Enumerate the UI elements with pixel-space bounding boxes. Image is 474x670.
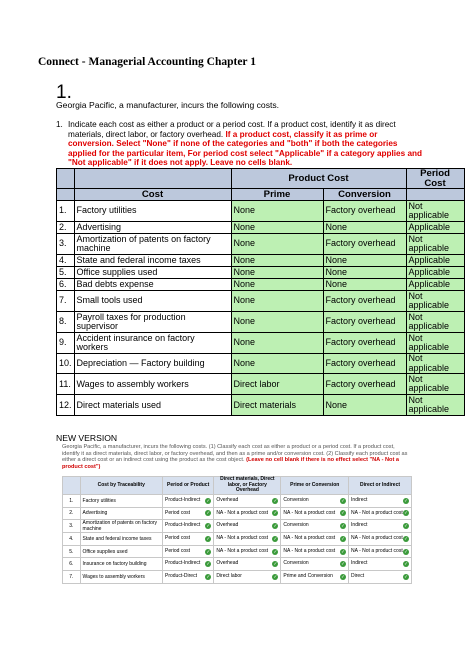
- check-icon: ✓: [206, 523, 211, 529]
- header-num-blank: [57, 189, 75, 201]
- check-icon: ✓: [206, 561, 211, 567]
- answer-dropdown-cell[interactable]: [349, 507, 412, 520]
- instruction-number: 1.: [56, 120, 63, 129]
- prime-cell[interactable]: None: [231, 291, 323, 312]
- answer-value: Conversion: [283, 497, 309, 504]
- answer-dropdown-cell[interactable]: [163, 545, 214, 558]
- instruction-body: [68, 120, 422, 168]
- check-icon: ✓: [404, 548, 408, 554]
- answer-cell-content: [351, 536, 409, 542]
- answer-dropdown-cell[interactable]: [214, 533, 281, 546]
- answer-value: Direct: [351, 573, 365, 580]
- answer-value: NA - Not a product cost: [283, 547, 336, 554]
- check-icon: ✓: [404, 523, 408, 529]
- answer-value: Conversion: [283, 522, 309, 529]
- new-version-row: [63, 558, 412, 571]
- row-number: 7.: [63, 570, 81, 583]
- check-icon: ✓: [273, 523, 278, 529]
- prime-cell[interactable]: Direct materials: [231, 395, 323, 416]
- new-version-row: [63, 533, 412, 546]
- period-cost-cell[interactable]: Not applicable: [406, 201, 464, 222]
- check-icon: ✓: [404, 573, 408, 579]
- cost-name: Advertising: [80, 507, 162, 520]
- row-number: 1.: [63, 495, 81, 508]
- answer-cell-content: [165, 549, 211, 555]
- answer-dropdown-cell[interactable]: [281, 533, 349, 546]
- answer-value: Period cost: [165, 535, 191, 542]
- cost-cell: Factory utilities: [74, 201, 231, 222]
- cost-cell: Payroll taxes for production supervisor: [74, 312, 231, 333]
- prime-cell[interactable]: None: [231, 201, 323, 222]
- row-number: 3.: [63, 520, 81, 533]
- answer-value: NA - Not a product cost: [351, 535, 403, 542]
- new-version-row: [63, 570, 412, 583]
- answer-dropdown-cell[interactable]: [163, 507, 214, 520]
- answer-cell-content: [165, 498, 211, 504]
- row-number: 2.: [57, 222, 75, 234]
- check-icon: ✓: [341, 510, 345, 516]
- answer-dropdown-cell[interactable]: [349, 570, 412, 583]
- cost-name: Wages to assembly workers: [80, 570, 162, 583]
- answer-dropdown-cell[interactable]: [163, 570, 214, 583]
- answer-value: Overhead: [216, 522, 239, 529]
- table-row: [57, 201, 465, 222]
- answer-cell-content: [216, 498, 278, 504]
- check-icon: ✓: [404, 497, 408, 503]
- answer-cell-content: [165, 574, 211, 580]
- check-icon: ✓: [206, 548, 211, 554]
- cost-cell: Wages to assembly workers: [74, 374, 231, 395]
- check-icon: ✓: [404, 561, 408, 567]
- period-cost-cell[interactable]: Applicable: [406, 279, 464, 291]
- prime-cell[interactable]: None: [231, 234, 323, 255]
- new-version-row: [63, 545, 412, 558]
- check-icon: ✓: [206, 510, 211, 516]
- new-version-header-cell: [63, 477, 81, 495]
- conversion-cell[interactable]: None: [323, 255, 406, 267]
- period-cost-cell[interactable]: Not applicable: [406, 354, 464, 374]
- answer-cell-content: [165, 510, 211, 516]
- answer-value: Prime and Conversion: [283, 573, 333, 580]
- answer-value: Product-Direct: [165, 573, 197, 580]
- answer-cell-content: [283, 536, 346, 542]
- period-cost-cell[interactable]: Applicable: [406, 255, 464, 267]
- check-icon: ✓: [341, 535, 345, 541]
- answer-dropdown-cell[interactable]: [214, 520, 281, 533]
- cost-name: Factory utilities: [80, 495, 162, 508]
- answer-dropdown-cell[interactable]: [214, 507, 281, 520]
- period-cost-cell[interactable]: Not applicable: [406, 291, 464, 312]
- answer-cell-content: [283, 549, 346, 555]
- new-version-header-cell: Direct materials, Direct labor, or Factory Overhead: [214, 477, 281, 495]
- prime-cell[interactable]: None: [231, 354, 323, 374]
- answer-dropdown-cell[interactable]: [163, 558, 214, 571]
- answer-dropdown-cell[interactable]: [214, 545, 281, 558]
- answer-dropdown-cell[interactable]: [281, 495, 349, 508]
- prime-cell[interactable]: None: [231, 333, 323, 354]
- new-version-row: [63, 520, 412, 533]
- new-version-row: [63, 495, 412, 508]
- row-number: 9.: [57, 333, 75, 354]
- answer-value: Direct labor: [216, 573, 242, 580]
- prime-cell[interactable]: Direct labor: [231, 374, 323, 395]
- row-number: 8.: [57, 312, 75, 333]
- answer-cell-content: [165, 523, 211, 529]
- table-row: [57, 222, 465, 234]
- question-number: 1.: [56, 82, 72, 103]
- answer-dropdown-cell[interactable]: [349, 495, 412, 508]
- check-icon: ✓: [273, 497, 278, 503]
- header-period-blank: [406, 189, 464, 201]
- conversion-cell[interactable]: None: [323, 222, 406, 234]
- answer-value: NA - Not a product cost: [216, 535, 269, 542]
- answer-cell-content: [216, 561, 278, 567]
- answer-cell-content: [216, 549, 278, 555]
- answer-dropdown-cell[interactable]: [214, 558, 281, 571]
- check-icon: ✓: [273, 548, 278, 554]
- row-number: 6.: [63, 558, 81, 571]
- answer-value: Overhead: [216, 560, 239, 567]
- answer-value: Product-Indirect: [165, 497, 201, 504]
- table-row: [57, 374, 465, 395]
- answer-cell-content: [351, 498, 409, 504]
- header-prime: Prime: [231, 189, 323, 201]
- answer-value: NA - Not a product cost: [283, 535, 336, 542]
- check-icon: ✓: [341, 573, 345, 579]
- conversion-cell[interactable]: Factory overhead: [323, 333, 406, 354]
- answer-value: NA - Not a product cost: [283, 509, 336, 516]
- new-version-table-body: [63, 495, 412, 584]
- table-row: [57, 312, 465, 333]
- cost-cell: Office supplies used: [74, 267, 231, 279]
- answer-value: Indirect: [351, 497, 368, 504]
- instruction-block: [56, 120, 422, 168]
- header-period-cost: Period Cost: [406, 169, 464, 189]
- conversion-cell[interactable]: Factory overhead: [323, 312, 406, 333]
- conversion-cell[interactable]: Factory overhead: [323, 201, 406, 222]
- cost-name: State and federal income taxes: [80, 533, 162, 546]
- check-icon: ✓: [341, 497, 345, 503]
- row-number: 2.: [63, 507, 81, 520]
- row-number: 10.: [57, 354, 75, 374]
- answer-cell-content: [283, 574, 346, 580]
- answer-cell-content: [216, 574, 278, 580]
- answer-cell-content: [351, 549, 409, 555]
- answer-value: NA - Not a product cost: [351, 509, 403, 516]
- row-number: 4.: [57, 255, 75, 267]
- answer-dropdown-cell[interactable]: [163, 520, 214, 533]
- cost-cell: Direct materials used: [74, 395, 231, 416]
- answer-dropdown-cell[interactable]: [214, 495, 281, 508]
- row-number: 12.: [57, 395, 75, 416]
- answer-cell-content: [351, 561, 409, 567]
- row-number: 6.: [57, 279, 75, 291]
- answer-dropdown-cell[interactable]: [281, 570, 349, 583]
- answer-cell-content: [283, 510, 346, 516]
- row-number: 5.: [63, 545, 81, 558]
- check-icon: ✓: [273, 573, 278, 579]
- table-row: [57, 354, 465, 374]
- cost-cell: Advertising: [74, 222, 231, 234]
- conversion-cell[interactable]: None: [323, 279, 406, 291]
- row-number: 5.: [57, 267, 75, 279]
- check-icon: ✓: [206, 573, 211, 579]
- conversion-cell[interactable]: None: [323, 395, 406, 416]
- new-version-table: [62, 476, 412, 584]
- table-row: [57, 333, 465, 354]
- conversion-cell[interactable]: Factory overhead: [323, 374, 406, 395]
- instruction-red-text: If a product cost, classify it as prime or conversion. Select "None" if none of the categories and "both" if both the categories applied for the particular item, For period cost select "Applicable" if a category applies and "Not applicable" if it does not apply. Leave no cells blank.: [68, 129, 422, 168]
- answer-cell-content: [216, 523, 278, 529]
- cost-cell: Accident insurance on factory workers: [74, 333, 231, 354]
- answer-cell-content: [216, 536, 278, 542]
- table-row: [57, 267, 465, 279]
- answer-cell-content: [216, 510, 278, 516]
- row-number: 7.: [57, 291, 75, 312]
- check-icon: ✓: [273, 535, 278, 541]
- answer-dropdown-cell[interactable]: [281, 545, 349, 558]
- row-number: 11.: [57, 374, 75, 395]
- answer-dropdown-cell[interactable]: [349, 558, 412, 571]
- answer-value: NA - Not a product cost: [216, 509, 269, 516]
- answer-value: Product-Indirect: [165, 522, 201, 529]
- table-row: [57, 279, 465, 291]
- conversion-cell[interactable]: Factory overhead: [323, 291, 406, 312]
- cost-name: Insurance on factory building: [80, 558, 162, 571]
- cost-cell: State and federal income taxes: [74, 255, 231, 267]
- header-product-cost: Product Cost: [231, 169, 406, 189]
- new-version-red-note: (Leave no cell blank if there is no effect select "NA - Not a product cost"): [62, 457, 399, 470]
- answer-cell-content: [283, 498, 346, 504]
- new-version-header-cell: Cost by Traceability: [80, 477, 162, 495]
- answer-cell-content: [351, 510, 409, 516]
- row-number: 4.: [63, 533, 81, 546]
- header-blank-cost: [74, 169, 231, 189]
- period-cost-cell[interactable]: Not applicable: [406, 395, 464, 416]
- table-row: [57, 395, 465, 416]
- answer-dropdown-cell[interactable]: [281, 558, 349, 571]
- cost-name: Amortization of patents on factory machine: [80, 520, 162, 533]
- new-version-row: [63, 507, 412, 520]
- answer-dropdown-cell[interactable]: [349, 520, 412, 533]
- answer-cell-content: [351, 523, 409, 529]
- answer-cell-content: [283, 523, 346, 529]
- cost-cell: Small tools used: [74, 291, 231, 312]
- cost-cell: Depreciation — Factory building: [74, 354, 231, 374]
- cost-cell: Bad debts expense: [74, 279, 231, 291]
- period-cost-cell[interactable]: Not applicable: [406, 312, 464, 333]
- answer-dropdown-cell[interactable]: [281, 520, 349, 533]
- document-title: Connect - Managerial Accounting Chapter 1: [38, 56, 256, 68]
- prime-cell[interactable]: None: [231, 222, 323, 234]
- answer-value: Period cost: [165, 509, 191, 516]
- answer-value: Overhead: [216, 497, 239, 504]
- header-blank: [57, 169, 75, 189]
- check-icon: ✓: [273, 561, 278, 567]
- answer-cell-content: [283, 561, 346, 567]
- period-cost-cell[interactable]: Applicable: [406, 222, 464, 234]
- new-version-label: NEW VERSION: [56, 433, 118, 443]
- question-intro: Georgia Pacific, a manufacturer, incurs the following costs.: [56, 100, 280, 110]
- check-icon: ✓: [404, 510, 408, 516]
- period-cost-cell[interactable]: Not applicable: [406, 234, 464, 255]
- answer-value: Conversion: [283, 560, 309, 567]
- cost-cell: Amortization of patents on factory machine: [74, 234, 231, 255]
- answer-cell-content: [165, 536, 211, 542]
- cost-name: Office supplies used: [80, 545, 162, 558]
- instruction-text: Indicate each cost as either a product or a period cost. If a product cost, identify it as direct materials, direct labor, or factory overhead.: [68, 120, 396, 139]
- new-version-header-row: [63, 477, 412, 495]
- prime-cell[interactable]: None: [231, 312, 323, 333]
- answer-value: Product-Indirect: [165, 560, 201, 567]
- answer-cell-content: [165, 561, 211, 567]
- check-icon: ✓: [404, 535, 408, 541]
- new-version-header-cell: Direct or Indirect: [349, 477, 412, 495]
- new-version-text: [62, 444, 412, 470]
- conversion-cell[interactable]: None: [323, 267, 406, 279]
- answer-dropdown-cell[interactable]: [163, 533, 214, 546]
- cost-classification-table: [56, 168, 465, 416]
- answer-dropdown-cell[interactable]: [214, 570, 281, 583]
- conversion-cell[interactable]: Factory overhead: [323, 234, 406, 255]
- answer-dropdown-cell[interactable]: [349, 533, 412, 546]
- answer-cell-content: [351, 574, 409, 580]
- answer-value: NA - Not a product cost: [351, 547, 403, 554]
- new-version-instructions: Georgia Pacific, a manufacturer, incurs the following costs. (1) Classify each cost as either a product or a period cost. If a product cost, identify it as direct materials, direct labor, or factory overhead, and then as a prime and/or conversion cost. (2) Classify each product cost as either a direct cost or an indirect cost using the product as the cost object.: [62, 444, 408, 464]
- check-icon: ✓: [273, 510, 278, 516]
- answer-dropdown-cell[interactable]: [163, 495, 214, 508]
- period-cost-cell[interactable]: Applicable: [406, 267, 464, 279]
- prime-cell[interactable]: None: [231, 279, 323, 291]
- table-body: [57, 201, 465, 416]
- row-number: 3.: [57, 234, 75, 255]
- answer-value: NA - Not a product cost: [216, 547, 269, 554]
- conversion-cell[interactable]: Factory overhead: [323, 354, 406, 374]
- check-icon: ✓: [341, 523, 345, 529]
- header-conversion: Conversion: [323, 189, 406, 201]
- table-row: [57, 255, 465, 267]
- row-number: 1.: [57, 201, 75, 222]
- answer-value: Period cost: [165, 547, 191, 554]
- prime-cell[interactable]: None: [231, 267, 323, 279]
- header-cost: Cost: [74, 189, 231, 201]
- answer-dropdown-cell[interactable]: [349, 545, 412, 558]
- answer-value: Indirect: [351, 522, 368, 529]
- answer-value: Indirect: [351, 560, 368, 567]
- prime-cell[interactable]: None: [231, 255, 323, 267]
- check-icon: ✓: [206, 497, 211, 503]
- period-cost-cell[interactable]: Not applicable: [406, 374, 464, 395]
- check-icon: ✓: [341, 548, 345, 554]
- period-cost-cell[interactable]: Not applicable: [406, 333, 464, 354]
- new-version-header-cell: Prime or Conversion: [281, 477, 349, 495]
- answer-dropdown-cell[interactable]: [281, 507, 349, 520]
- table-row: [57, 291, 465, 312]
- check-icon: ✓: [206, 535, 211, 541]
- table-row: [57, 234, 465, 255]
- new-version-header-cell: Period or Product: [163, 477, 214, 495]
- check-icon: ✓: [341, 561, 345, 567]
